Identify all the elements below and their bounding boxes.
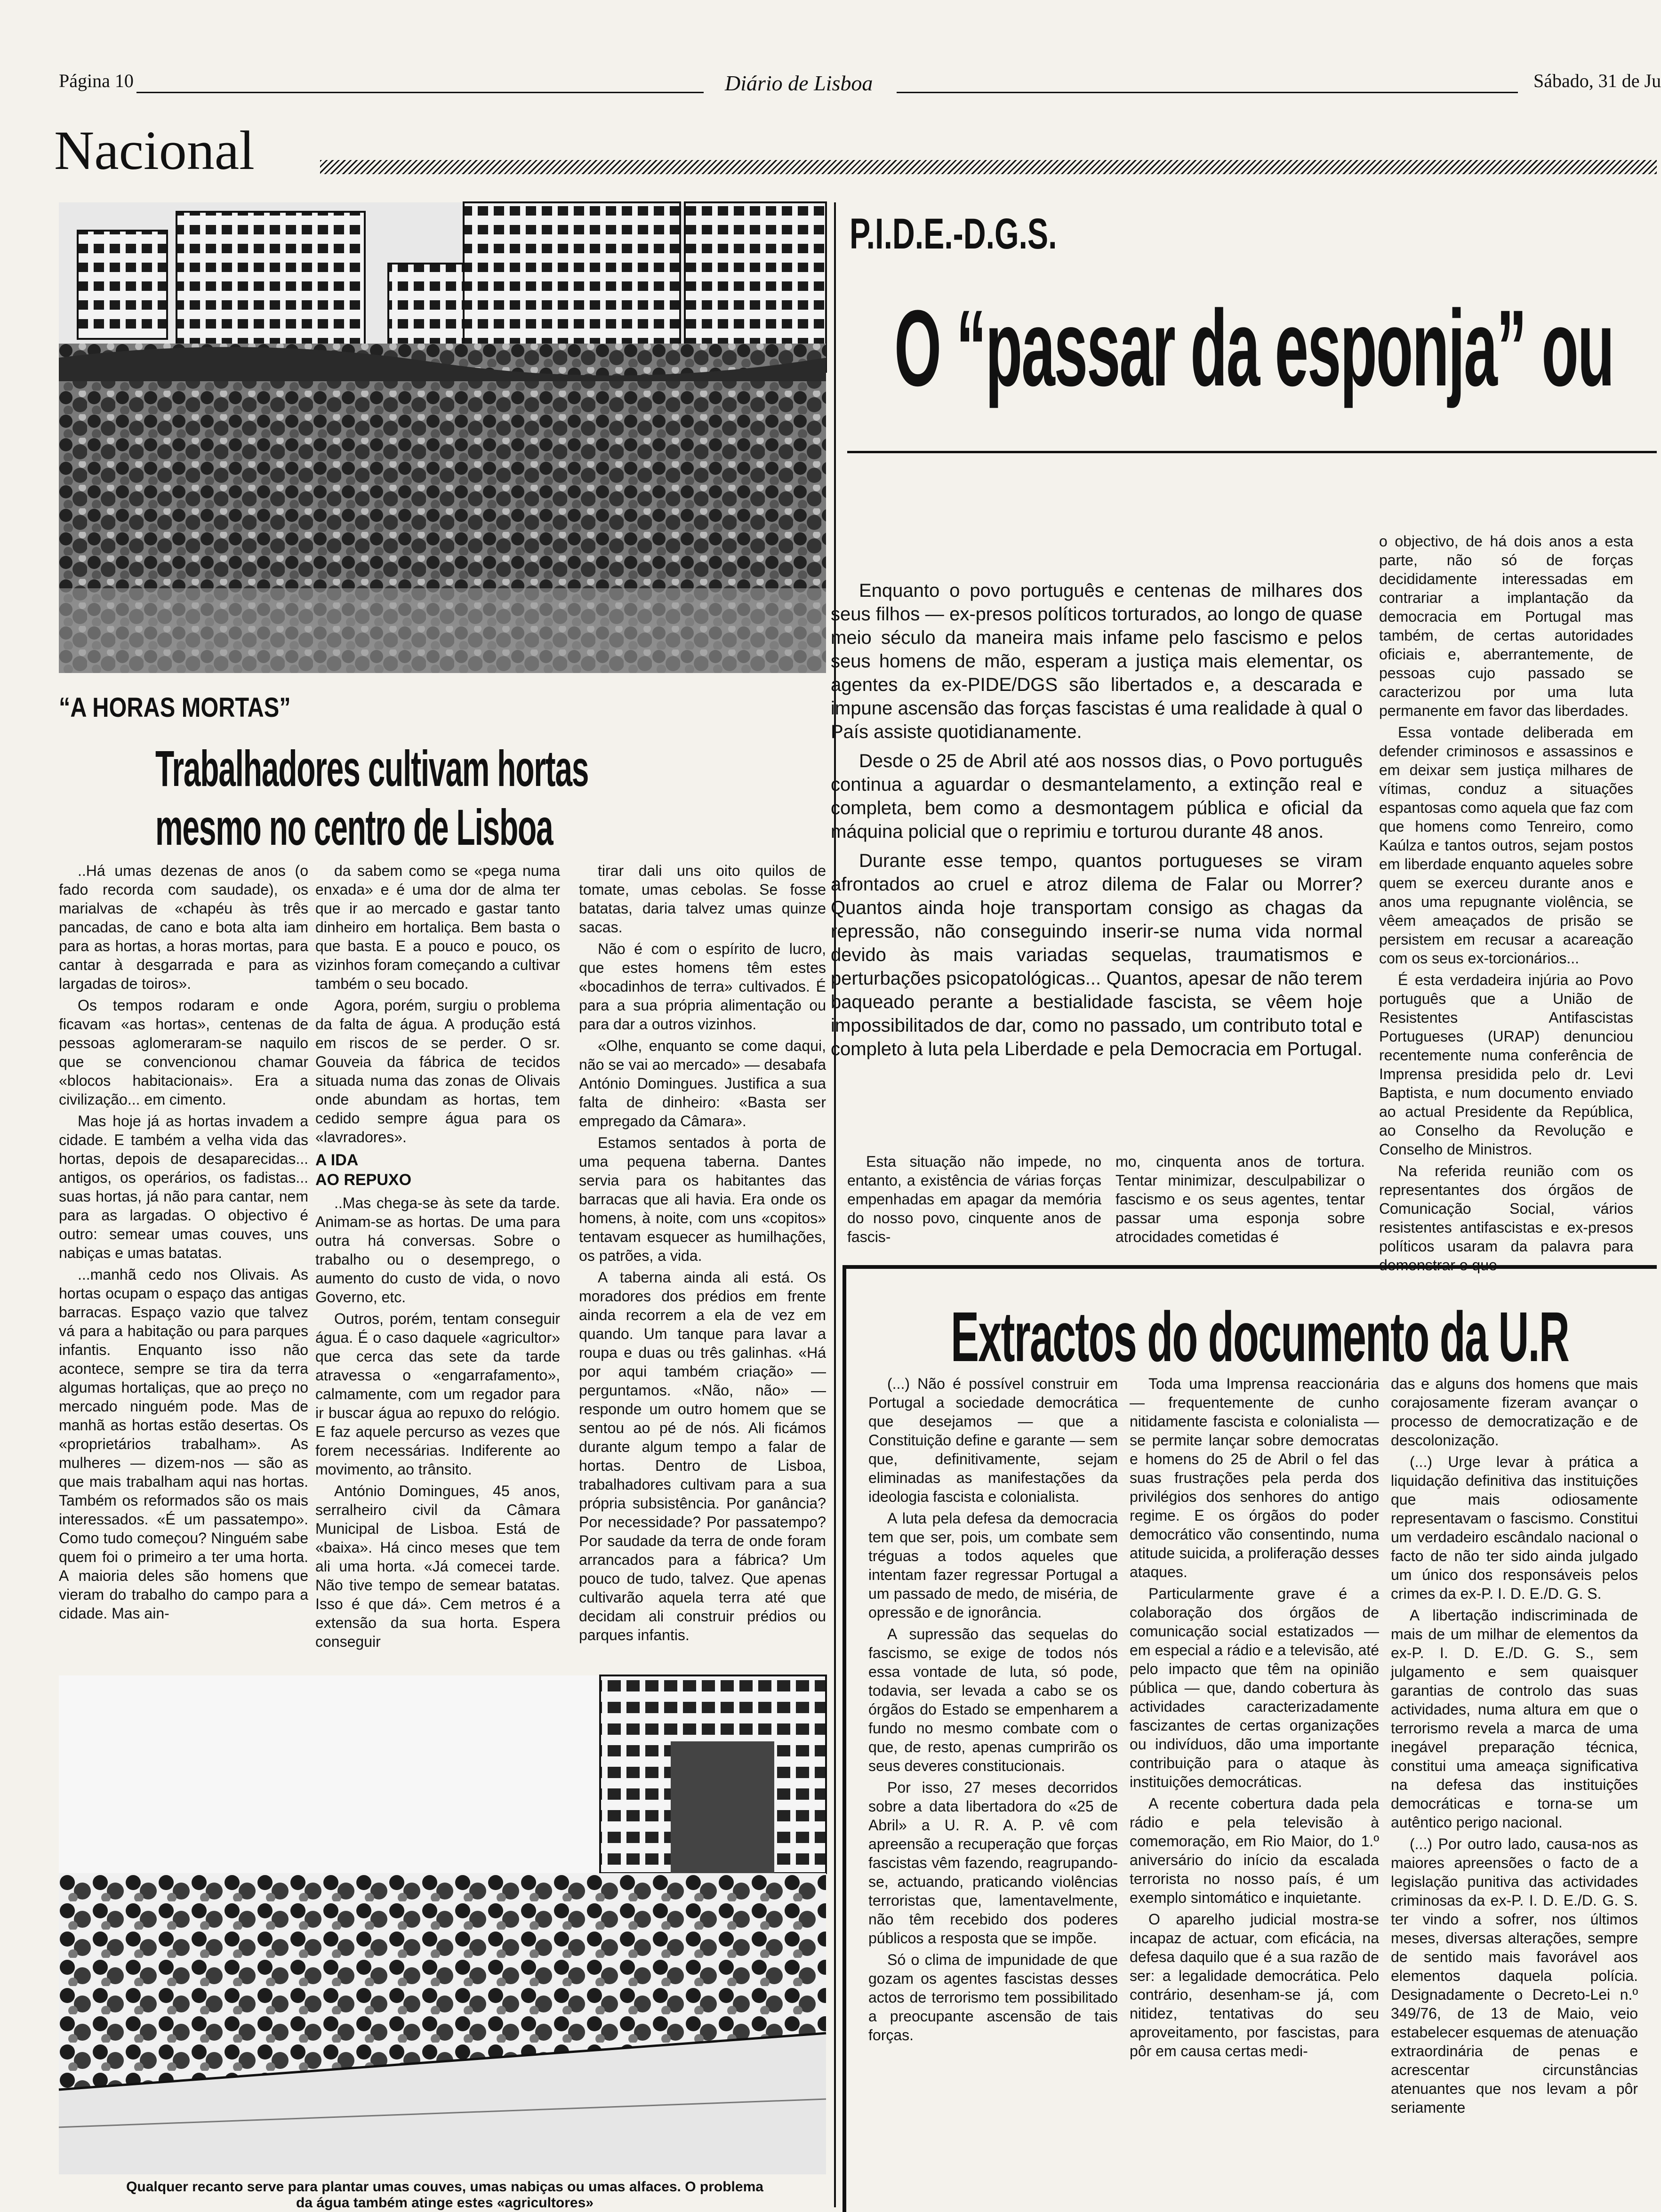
extract-column-1: (...) Não é possível construir em Portugal a sociedade democrática que desejamos — que a Constituição define e garante — sem que, definitivamente, sejam eliminadas as manifestações da ideologia fascista e colonialista. A luta pela defesa da democracia tem que ser, pois, um combate sem tréguas a todos aqueles que intentam fazer regressar Portugal a um passado de medo, de miséria, de opressão e de ignorância. A supressão das sequelas do fascismo, se exige de todos nós essa vontade de luta, só pode, todavia, ser levada a cabo se os órgãos do Estado se empenharem a fundo no mesmo combate com o que, de resto, apenas cumprirão os seus deveres constitucionais. Por isso, 27 meses decorridos sobre a data libertadora do «25 de Abril» a U. R. A. P. vê com apreensão a recuperação que forças fascistas vêm fazendo, reagrupando-se, actuando, praticando violências terroristas que, lamentavelmente, não têm recebido dos poderes públicos a resposta que se impõe. Só o clima de impunidade de que gozam os agentes fascistas desses actos de terrorismo tem possibilitado a preocupante ascensão de tais forças. (868, 1375, 1118, 2044)
pide-small-column-1: Esta situação não impede, no entanto, a existência de várias forças empenhadas em apagar da memória do nosso povo, cinquente anos de fascis- (847, 1153, 1101, 1245)
pide-small-column-2: mo, cinquenta anos de tortura. Tentar minimizar, desculpabilizar o fascismo e os seus agentes, tentar passar uma esponja sobre atrocidades cometidas é (1115, 1153, 1365, 1245)
headline-line-1: Trabalhadores cultivam hortas (155, 740, 589, 797)
kicker-pide-dgs: P.I.D.E.-D.G.S. (850, 210, 1057, 258)
headline-underline (847, 451, 1657, 453)
extract-headline: Extractos do documento da U.R (951, 1297, 1569, 1376)
section-hatch-bar (320, 160, 1657, 174)
newspaper-name: Diário de Lisboa (725, 71, 873, 95)
section-title: Nacional (54, 120, 255, 181)
photo-horta-street (59, 1675, 826, 2174)
headline-passar-da-esponja: O “passar da esponja” ou (894, 288, 1614, 409)
masthead-rule-left (136, 92, 704, 93)
extract-column-3: das e alguns dos homens que mais corajosamente fizeram avançar o processo de democratização e de descolonização. (...) Urge levar à prática a liquidação definitiva das instituições que mais odiosamente representavam o fascismo. Constitui um verdadeiro escândalo nacional o facto de não ter sido ainda julgado um único dos responsáveis pelos crimes da ex-P. I. D. E./D. G. S. A libertação indiscriminada de mais de um milhar de elementos da ex-P. I. D. E./D. G. S., sem julgamento e sem quaisquer garantias de controlo das suas actividades, numa altura em que o terrorismo revela a marca de uma inegável preparação técnica, constitui uma ameaça significativa na defesa das instituições democráticas e torna-se um autêntico perigo nacional. (...) Por outro lado, causa-nos as maiores apreensões o facto de a legislação punitiva das actividades criminosas da ex-P. I. D. E./D. G. S. ter vindo a sofrer, nos últimos meses, diversas alterações, sempre de sentido mais favorável aos elementos daquela polícia. Designadamente o Decreto-Lei n.º 349/76, de 13 de Maio, veio estabelecer esquemas de atenuação extraordinária de penas e acrescentar circunstâncias atenuantes que nos levam a pôr seriamente (1391, 1375, 1638, 2116)
left-article-column-2: da sabem como se «pega numa enxada» e é uma dor de alma ter que ir ao mercado e gastar tanto dinheiro em hortaliça. Bem basta o que basta. E a pouco e pouco, os vizinhos foram começando a cultivar também o seu bocado. Agora, porém, surgiu o problema da falta de água. A produção está em riscos de se perder. O sr. Gouveia da fábrica de tecidos situada numa das zonas de Olivais onde abundam as hortas, tem cedido sempre água para os «lavradores». A IDA AO REPUXO ..Mas chega-se às sete da tarde. Animam-se as hortas. De uma para outra há conversas. Sobre o trabalho ou o desemprego, o aumento do custo de vida, o novo Governo, etc. Outros, porém, tentam conseguir água. É o caso daquele «agricultor» que cerca das sete da tarde atravessa o «engarrafamento», calmamente, com um regador para ir buscar água ao repuxo do relógio. E faz aquele percurso as vezes que forem necessárias. Indiferente ao movimento, ao trânsito. António Domingues, 45 anos, serralheiro civil da Câmara Municipal de Lisboa. Está de «baixa». Há cinco meses que tem ali uma horta. «Já comecei tarde. Não tive tempo de semear batatas. Isso é que dá». Cem metros é a extensão da sua horta. Espera conseguir (315, 862, 560, 1650)
masthead-rule-right (897, 92, 1518, 93)
subhead-ao-repuxo: AO REPUXO (315, 1171, 412, 1189)
subhead-a-ida: A IDA (315, 1151, 359, 1169)
pide-right-column: o objectivo, de há dois anos a esta parte, não só de forças decididamente interessadas em contrariar a implantação da democracia em Portugal mas também, de certas autoridades oficiais e, aberrantemente, de pessoas cujo passado se caracterizou por uma luta permanente em favor das liberdades. Essa vontade deliberada em defender criminosos e assassinos e em deixar sem justiça milhares de vítimas, conduz a situações espantosas como aquela que faz com que homens como Tenreiro, como Kaúlza e tantos outros, sejam postos em liberdade enquanto aqueles sobre quem se exerceu durante anos e anos uma repugnante violência, se vêem ameaçados de prisão se persistem em recusar a acareação com os seus ex-torcionários... É esta verdadeira injúria ao Povo português que a União de Resistentes Antifascistas Portugueses (URAP) denunciou recentemente numa conferência de Imprensa presidida pelo dr. Levi Baptista, e num documento enviado ao actual Presidente da República, ao Conselho da Revolução e Conselho de Ministros. Na referida reunião com os representantes dos órgãos de Comunicação Social, vários resistentes antifascistas e ex-presos políticos usaram da palavra para demonstrar o que (1379, 533, 1633, 1274)
photo-hortas-olivais (59, 202, 826, 673)
left-article-column-1: ..Há umas dezenas de anos (o fado recorda com saudade), os marialvas de «chapéu às três pancadas, de cano e bota alta iam para as hortas, a horas mortas, para cantar à desgarrada e para as largadas de toiros». Os tempos rodaram e onde ficavam «as hortas», centenas de pessoas aglomeraram-se naquilo que se convencionou chamar «blocos habitacionais». Era a civilização... em cimento. Mas hoje já as hortas invadem a cidade. E também a velha vida das hortas, depois de desaparecidas... antigos, os operários, os fadistas... suas hortas, já não para cantar, nem para as largadas. O objectivo é outro: semear umas couves, uns nabiças e umas batatas. ...manhã cedo nos Olivais. As hortas ocupam o espaço das antigas barracas. Espaço vazio que talvez vá para a habitação ou para parques infantis. Enquanto isso não acontece, sempre se tira da terra algumas hortaliças, que ao preço no mercado ninguém pode. Mas de manhã as hortas estão desertas. Os «proprietários trabalham». As mulheres — dizem-nos — são as que mais trabalham aqui nas hortas. Também os reformados são os mais interessados. «É um passatempo». Como tudo começou? Ninguém sabe quem foi o primeiro a ter uma horta. A maioria deles são homens que vieram do trabalho do campo para a cidade. Mas ain- (59, 862, 308, 1622)
issue-date: Sábado, 31 de Ju (1533, 70, 1661, 91)
headline-line-2: mesmo no centro de Lisboa (155, 799, 553, 856)
pide-lead-text: Enquanto o povo português e centenas de milhares dos seus filhos — ex-presos políticos torturados, ao longo de quase meio século da maneira mais infame pelo fascismo e pelos seus homens de mão, esperam a justiça mais elementar, os agentes da ex-PIDE/DGS são libertados e, a descarada e impune ascensão das forças fascistas é uma realidade à qual o País assiste quotidianamente. Desde o 25 de Abril até aos nossos dias, o Povo português continua a aguardar o desmantelamento, a extinção real e completa, bem como a desmontagem pública e oficial da máquina policial que o reprimiu e torturou durante 48 anos. Durante esse tempo, quantos portugueses se viram afrontados ao cruel e atroz dilema de Falar ou Morrer? Quantos ainda hoje transportam consigo as chagas da repressão, não conseguindo inserir-se numa vida normal devido às mais variadas sequelas, traumatismos e perturbações psicopatológicas... Quantos, apesar de não terem baqueado perante a bestialidade fascista, se vêem hoje impossibilitados de dar, como no passado, um contributo total e completo à luta pela Liberdade e pela Democracia em Portugal. (831, 580, 1363, 1059)
left-article-column-3: tirar dali uns oito quilos de tomate, umas cebolas. Se fosse batatas, daria talvez umas quinze sacas. Não é com o espírito de lucro, que estes homens têm estes «bocadinhos de terra» cultivados. É para a sua própria alimentação ou para dar a outros vizinhos. «Olhe, enquanto se come daqui, não se vai ao mercado» — desabafa António Domingues. Justifica a sua falta de dinheiro: «Basta ser empregado da Câmara». Estamos sentados à porta de uma pequena taberna. Dantes servia para os habitantes das barracas que ali havia. Era onde os homens, à noite, com uns «copitos» tentavam esquecer as humilhações, os patrões, a vida. A taberna ainda ali está. Os moradores dos prédios em frente ainda recorrem a ela de vez em quando. Um tanque para lavar a roupa e duas ou três galinhas. «Há por aqui também criação» — perguntamos. «Não, não» — responde um outro homem que se sentou ao pé de nós. Ali ficámos durante algum tempo a falar de hortas. Dentro de Lisboa, trabalhadores cultivam para a sua própria subsistência. Por ganância? Por necessidade? Por passatempo? Por saudade da terra de onde foram arrancados para a fábrica? Um pouco de tudo, talvez. Que apenas cultivarão aquela terra até que decidam ali construir prédios ou parques infantis. (579, 862, 826, 1643)
kicker-horas-mortas: “A HORAS MORTAS” (59, 692, 291, 723)
page-number: Página 10 (59, 70, 134, 91)
column-divider (834, 202, 836, 2207)
extract-column-2: Toda uma Imprensa reaccionária — frequentemente de cunho nitidamente fascista e colonialista — se permite lançar sobre democratas e homens do 25 de Abril o fel das suas frustrações pela perda dos privilégios dos senhores do antigo regime. E os órgãos do poder democrático vão consentindo, numa atitude suicida, a proliferação desses ataques. Particularmente grave é a colaboração dos órgãos de comunicação social estatizados — em especial a rádio e a televisão, até pelo impacto que têm na opinião pública — que, dando cobertura às actividades caracterizadamente fascizantes de certas organizações ou indivíduos, dão uma importante contribuição para o ataque às instituições democráticas. A recente cobertura dada pela rádio e pela televisão à comemoração, em Rio Maior, do 1.º aniversário do início da escalada terrorista no nosso país, é um exemplo sintomático e inquietante. O aparelho judicial mostra-se incapaz de actuar, com eficácia, na defesa daquilo que é a sua razão de ser: a legalidade democrática. Pelo contrário, desenham-se já, com nitidez, tentativas do seu aproveitamento, por fascistas, para pôr em causa certas medi- (1130, 1375, 1379, 2060)
photo-caption: Qualquer recanto serve para plantar umas couves, umas nabiças ou umas alfaces. O problema da água também atinge estes «agricultores» (126, 2179, 763, 2211)
